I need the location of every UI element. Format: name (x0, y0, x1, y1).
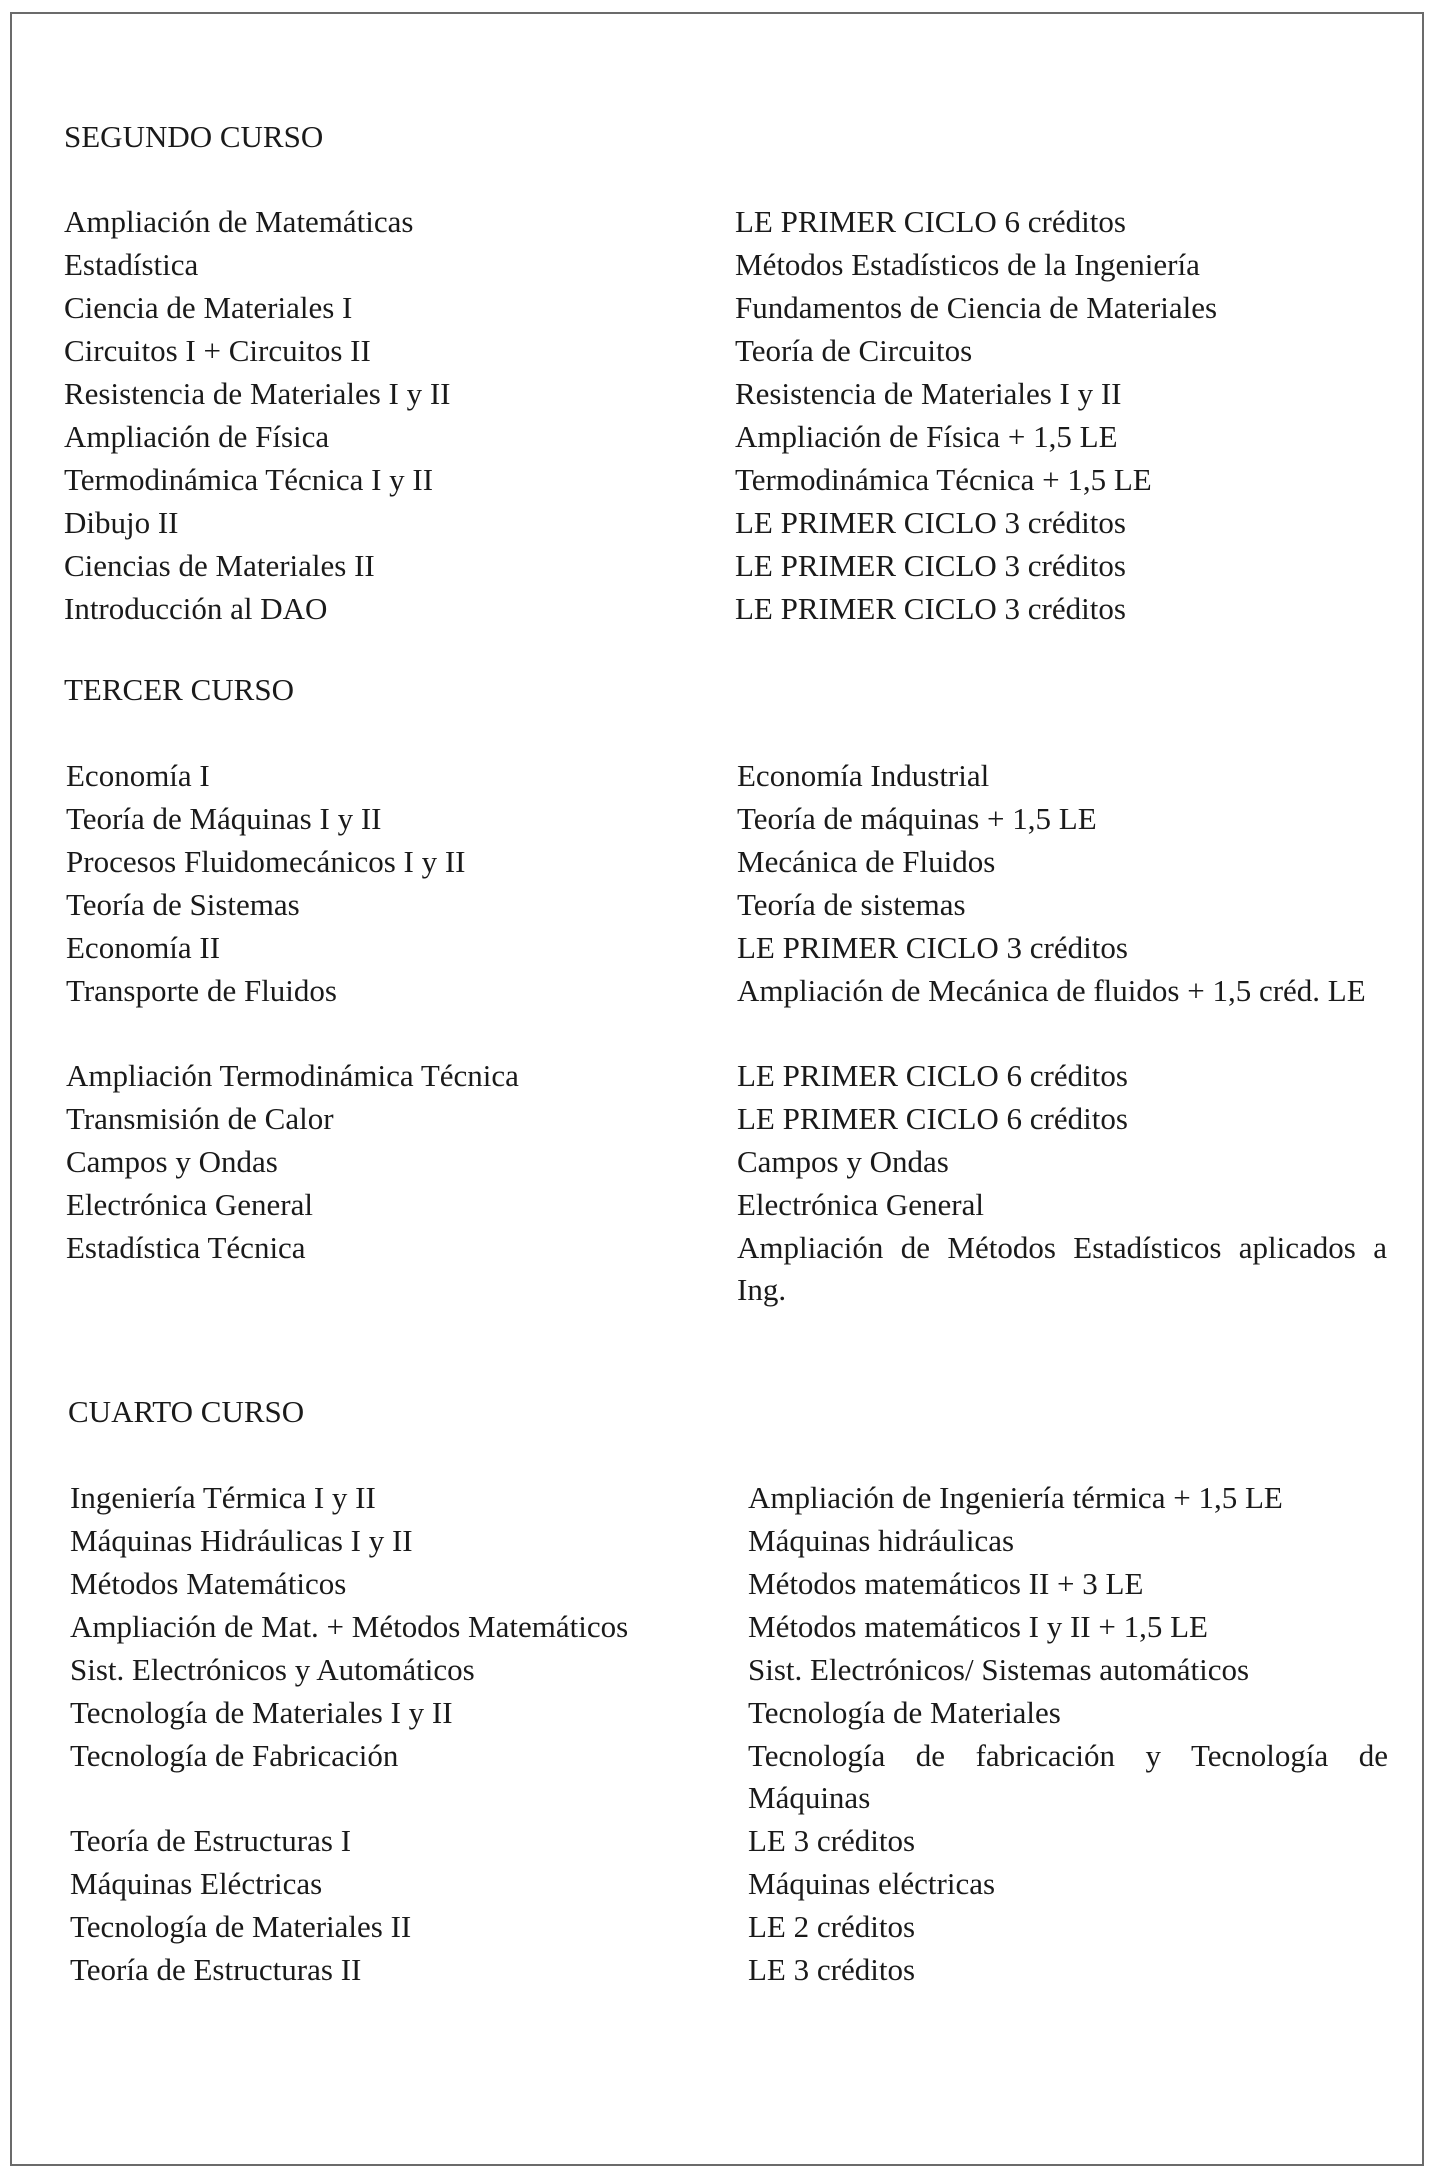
course-equivalence: Ampliación de Física + 1,5 LE (735, 419, 1118, 454)
course-equivalence: Electrónica General (737, 1187, 984, 1222)
course-equivalence: Campos y Ondas (737, 1144, 949, 1179)
course-equivalence: Métodos matemáticos II + 3 LE (748, 1566, 1144, 1601)
course-equivalence: Máquinas hidráulicas (748, 1523, 1015, 1558)
course-name: Circuitos I + Circuitos II (64, 333, 371, 368)
course-equivalence: LE 3 créditos (748, 1952, 916, 1987)
course-equivalence: Teoría de sistemas (737, 887, 966, 922)
course-equivalence: LE PRIMER CICLO 6 créditos (735, 204, 1126, 239)
course-name: Estadística (64, 247, 199, 282)
course-name: Teoría de Máquinas I y II (66, 801, 382, 836)
course-name: Máquinas Hidráulicas I y II (70, 1523, 413, 1558)
section-heading-tercer-curso: TERCER CURSO (64, 672, 294, 707)
course-equivalence: Ampliación de Ingeniería térmica + 1,5 LE (748, 1480, 1283, 1515)
course-name: Campos y Ondas (66, 1144, 278, 1179)
course-name: Teoría de Estructuras I (70, 1823, 352, 1858)
course-name: Teoría de Sistemas (66, 887, 300, 922)
course-name: Tecnología de Fabricación (70, 1738, 399, 1773)
course-equivalence: LE PRIMER CICLO 6 créditos (737, 1058, 1128, 1093)
course-equivalence: LE PRIMER CICLO 3 créditos (737, 930, 1128, 965)
course-name: Estadística Técnica (66, 1230, 306, 1265)
course-name: Tecnología de Materiales I y II (70, 1695, 453, 1730)
section-heading-segundo-curso: SEGUNDO CURSO (64, 119, 324, 154)
course-name: Ingeniería Térmica I y II (70, 1480, 376, 1515)
course-name: Ciencias de Materiales II (64, 548, 375, 583)
course-equivalence: Termodinámica Técnica + 1,5 LE (735, 462, 1152, 497)
course-equivalence: Ampliación de Mecánica de fluidos + 1,5 créd. LE (737, 973, 1366, 1008)
course-name: Procesos Fluidomecánicos I y II (66, 844, 466, 879)
course-name: Sist. Electrónicos y Automáticos (70, 1652, 475, 1687)
course-equivalence: LE 3 créditos (748, 1823, 916, 1858)
course-name: Transporte de Fluidos (66, 973, 337, 1008)
course-equivalence: Tecnología de Materiales (748, 1695, 1061, 1730)
course-name: Introducción al DAO (64, 591, 328, 626)
course-equivalence: Fundamentos de Ciencia de Materiales (735, 290, 1218, 325)
course-equivalence: Tecnología de fabricación y Tecnología de Máquinas (748, 1738, 1388, 1815)
course-equivalence: LE PRIMER CICLO 3 créditos (735, 505, 1126, 540)
course-equivalence: LE PRIMER CICLO 6 créditos (737, 1101, 1128, 1136)
course-name: Métodos Matemáticos (70, 1566, 347, 1601)
course-name: Electrónica General (66, 1187, 313, 1222)
course-equivalence: Métodos matemáticos I y II + 1,5 LE (748, 1609, 1208, 1644)
course-equivalence: Economía Industrial (737, 758, 990, 793)
course-name: Transmisión de Calor (66, 1101, 334, 1136)
section-heading-cuarto-curso: CUARTO CURSO (68, 1394, 305, 1429)
course-name: Ampliación de Mat. + Métodos Matemáticos (70, 1609, 629, 1644)
course-equivalence: Ampliación de Métodos Estadísticos aplicados a Ing. (737, 1230, 1387, 1307)
course-name: Tecnología de Materiales II (70, 1909, 412, 1944)
course-equivalence: Sist. Electrónicos/ Sistemas automáticos (748, 1652, 1250, 1687)
course-equivalence: LE PRIMER CICLO 3 créditos (735, 591, 1126, 626)
course-equivalence: Teoría de máquinas + 1,5 LE (737, 801, 1097, 836)
course-equivalence: Métodos Estadísticos de la Ingeniería (735, 247, 1200, 282)
course-equivalence: Resistencia de Materiales I y II (735, 376, 1122, 411)
course-equivalence: LE 2 créditos (748, 1909, 916, 1944)
course-name: Resistencia de Materiales I y II (64, 376, 451, 411)
course-name: Dibujo II (64, 505, 179, 540)
course-equivalence: Máquinas eléctricas (748, 1866, 996, 1901)
course-equivalence: Teoría de Circuitos (735, 333, 973, 368)
course-name: Ampliación de Matemáticas (64, 204, 414, 239)
course-name: Ampliación de Física (64, 419, 330, 454)
course-equivalence: Mecánica de Fluidos (737, 844, 996, 879)
course-name: Ampliación Termodinámica Técnica (66, 1058, 519, 1093)
course-name: Teoría de Estructuras II (70, 1952, 362, 1987)
course-name: Termodinámica Técnica I y II (64, 462, 434, 497)
course-equivalence: LE PRIMER CICLO 3 créditos (735, 548, 1126, 583)
course-name: Máquinas Eléctricas (70, 1866, 323, 1901)
course-name: Ciencia de Materiales I (64, 290, 353, 325)
course-name: Economía II (66, 930, 221, 965)
course-name: Economía I (66, 758, 210, 793)
